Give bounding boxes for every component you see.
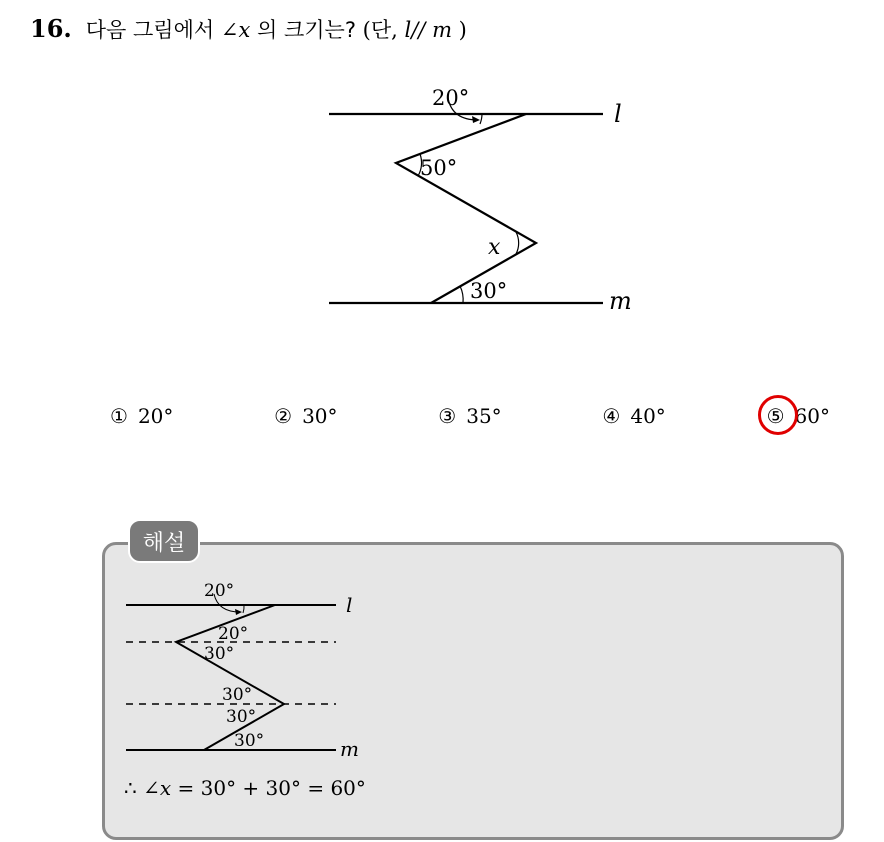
solution-tab: 해설: [128, 519, 200, 563]
angle-arc-top: [480, 114, 482, 124]
choice-3-mark: ③: [438, 404, 457, 428]
label-angle-bottom: 30°: [470, 279, 508, 303]
therefore-symbol: ∴: [124, 776, 144, 800]
parallel-symbol: //: [411, 18, 426, 42]
question-text: [86, 14, 467, 44]
solution-angle-d: 30°: [226, 707, 257, 727]
label-angle-left: 50°: [420, 156, 458, 180]
choice-5-mark: [767, 404, 785, 428]
answer-circle-mark: [758, 395, 798, 435]
line-l-label: l: [404, 18, 412, 42]
solution-angle-a: 20°: [218, 624, 249, 644]
condition-close: ): [458, 18, 467, 42]
choice-2-value: 30°: [302, 404, 338, 428]
arrow-head: [472, 116, 480, 123]
zigzag-path: [396, 114, 536, 303]
label-angle-top: 20°: [432, 86, 470, 110]
angle-arc-bottom: [460, 286, 463, 303]
choice-2-mark: ②: [274, 404, 293, 428]
choice-4[interactable]: [602, 404, 665, 428]
choice-1-mark: ①: [110, 404, 128, 428]
conclusion-angle-symbol: ∠: [143, 776, 160, 800]
choice-5-mark-text: ⑤: [766, 404, 785, 428]
solution-figure: [118, 576, 378, 766]
solution-angle-c: 30°: [222, 685, 253, 705]
choice-4-mark: ④: [602, 404, 621, 428]
angle-symbol: ∠: [220, 18, 239, 42]
question-number: 16.: [30, 14, 72, 43]
question-prefix: 다음 그림에서: [85, 18, 215, 42]
solution-arc-top: [243, 605, 244, 613]
label-line-m: m: [609, 287, 632, 315]
choice-4-value: 40°: [630, 404, 666, 428]
choice-3-value: 35°: [466, 404, 502, 428]
question-middle: 의 크기는?: [257, 18, 356, 42]
line-m-label: m: [432, 18, 452, 42]
choice-3[interactable]: [438, 404, 501, 428]
conclusion-equation: = 30° + 30° = 60°: [171, 776, 366, 800]
condition-open: (단,: [362, 18, 398, 42]
choice-5[interactable]: [767, 404, 830, 428]
angle-variable: x: [238, 18, 251, 42]
choice-2[interactable]: [274, 404, 337, 428]
solution-angle-top: 20°: [204, 581, 235, 601]
main-figure: [320, 76, 640, 316]
choice-5-value: 60°: [794, 404, 830, 428]
solution-label-m: m: [340, 737, 359, 761]
solution-arrow-head: [235, 609, 242, 615]
choice-1-value: 20°: [137, 404, 174, 428]
answer-choices: [110, 404, 830, 428]
solution-angle-b: 30°: [204, 644, 235, 664]
question: [30, 14, 467, 44]
label-line-l: l: [614, 100, 622, 128]
angle-arc-x: [516, 232, 519, 254]
solution-conclusion: [124, 776, 366, 800]
solution-angle-bottom: 30°: [234, 731, 265, 751]
label-angle-x: x: [488, 235, 501, 260]
solution-label-l: l: [346, 593, 353, 617]
choice-1[interactable]: [110, 404, 173, 428]
conclusion-variable: x: [159, 776, 172, 800]
